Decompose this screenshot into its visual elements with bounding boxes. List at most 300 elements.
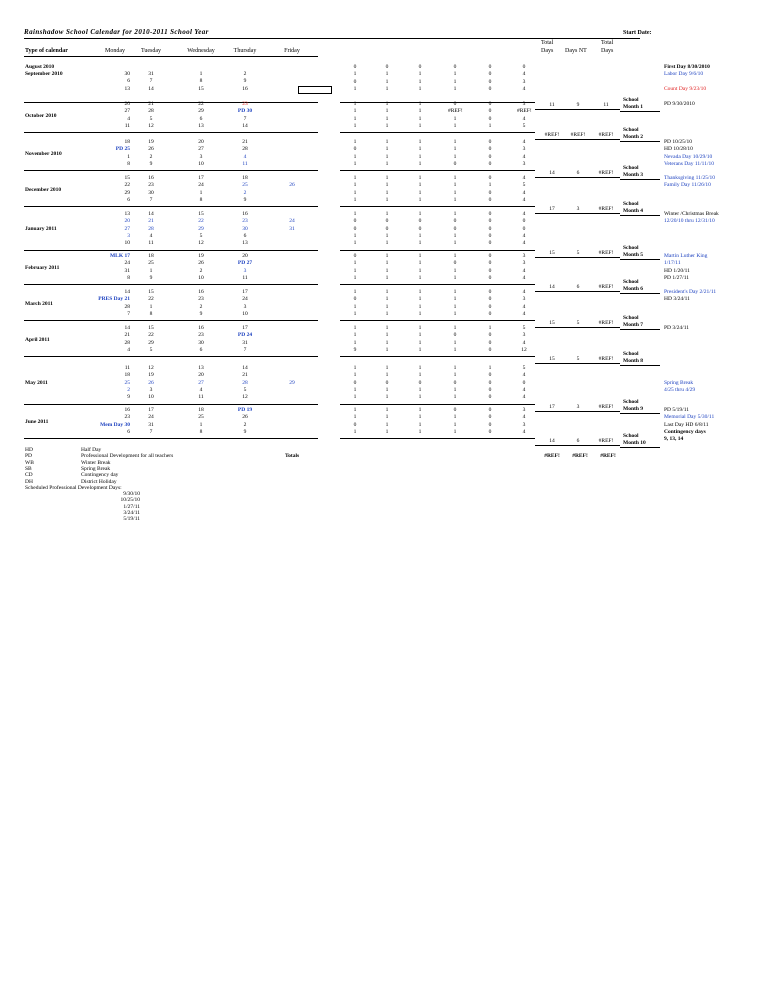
header-day-friday: Friday: [284, 48, 300, 54]
calendar-day-cell: 3: [243, 267, 247, 274]
calendar-day-cell: 2: [243, 189, 247, 196]
calendar-day-cell: 21: [242, 139, 248, 145]
day-count-cell: 0: [418, 218, 422, 225]
calendar-day-cell: 11: [148, 240, 154, 247]
summary-days-nt: 5: [576, 320, 580, 327]
calendar-day-cell: 18: [242, 175, 248, 181]
day-count-cell: 1: [453, 274, 457, 281]
calendar-day-cell: 1: [199, 71, 203, 77]
calendar-day-cell: 21: [242, 372, 248, 379]
calendar-day-cell: 2: [199, 303, 203, 310]
day-count-cell: 1: [353, 339, 357, 346]
calendar-day-cell: 24: [148, 414, 154, 421]
event-note: Spring Break: [664, 379, 694, 386]
calendar-day-cell: 29: [148, 339, 154, 346]
day-count-cell: 1: [418, 85, 422, 92]
summary-total-days: 14: [549, 438, 555, 445]
day-count-cell: 0: [453, 101, 457, 107]
calendar-day-cell: 24: [289, 218, 295, 225]
day-count-cell: 1: [418, 303, 422, 310]
calendar-day-cell: 7: [149, 428, 153, 435]
day-count-cell: 1: [353, 414, 357, 421]
calendar-day-cell: 14: [148, 85, 154, 92]
day-count-cell: 1: [453, 428, 457, 435]
day-count-cell: 1: [353, 108, 357, 115]
legend-code: CD: [25, 472, 33, 479]
summary-total-days-2: 11: [603, 102, 609, 109]
calendar-day-cell: 7: [243, 115, 247, 122]
totals-label: Totals: [285, 453, 300, 459]
day-count-cell: 0: [488, 153, 492, 160]
day-count-cell: 0: [488, 332, 492, 339]
school-month-label: School: [623, 97, 639, 104]
day-count-cell: 1: [453, 153, 457, 160]
calendar-day-cell: 23: [242, 218, 248, 225]
day-count-cell: 0: [488, 421, 492, 428]
summary-total-days: 15: [549, 320, 555, 327]
calendar-day-cell: 10: [124, 240, 130, 247]
day-count-cell: 4: [522, 211, 526, 217]
month-label-rule: [620, 179, 660, 180]
month-label-rule: [620, 293, 660, 294]
block-rule: [340, 132, 535, 133]
school-month-label: School: [623, 351, 639, 358]
calendar-day-cell: PD 24: [237, 332, 253, 339]
block-rule: [340, 206, 535, 207]
calendar-day-cell: 11: [124, 122, 130, 129]
day-count-cell: 0: [488, 289, 492, 295]
school-month-label: Month 3: [623, 172, 644, 179]
calendar-day-cell: 8: [199, 196, 203, 203]
calendar-day-cell: 8: [149, 310, 153, 317]
day-count-cell: 4: [522, 85, 526, 92]
block-rule: [340, 170, 535, 171]
calendar-day-cell: 31: [148, 71, 154, 77]
event-note: PD 3/24/11: [664, 325, 690, 331]
day-count-cell: 3: [522, 421, 526, 428]
calendar-day-cell: 11: [242, 160, 248, 167]
calendar-day-cell: 20: [198, 139, 204, 145]
calendar-day-cell: 1: [149, 303, 153, 310]
calendar-day-cell: PD 19: [237, 407, 253, 413]
day-count-cell: 1: [418, 175, 422, 181]
day-count-cell: 0: [488, 253, 492, 259]
day-count-cell: 0: [522, 218, 526, 225]
day-count-cell: 4: [522, 274, 526, 281]
calendar-day-cell: 16: [242, 85, 248, 92]
calendar-day-cell: 8: [199, 428, 203, 435]
day-count-cell: 0: [353, 253, 357, 259]
day-count-cell: 1: [418, 78, 422, 85]
day-count-cell: 0: [488, 146, 492, 153]
calendar-day-cell: 31: [242, 339, 248, 346]
day-count-cell: 1: [385, 274, 389, 281]
day-count-cell: 0: [453, 64, 457, 70]
event-note: Nevada Day 10/29/10: [664, 153, 713, 160]
type-of-calendar-label: Type of calendar: [25, 48, 68, 54]
calendar-day-cell: 9: [149, 274, 153, 281]
day-count-cell: 12: [521, 346, 527, 353]
day-count-cell: 1: [453, 386, 457, 393]
event-note: Memorial Day 5/30/11: [664, 414, 715, 421]
day-count-cell: 1: [418, 407, 422, 413]
month-label: March 2011: [25, 300, 53, 307]
calendar-day-cell: 28: [148, 108, 154, 115]
calendar-day-cell: 1: [127, 153, 130, 160]
calendar-day-cell: 14: [148, 211, 154, 217]
block-rule: [24, 404, 318, 405]
day-count-cell: 1: [453, 394, 457, 401]
calendar-day-cell: 15: [124, 175, 130, 181]
day-count-cell: 0: [488, 386, 492, 393]
day-count-cell: 3: [522, 332, 526, 339]
school-month-label: School: [623, 433, 639, 440]
calendar-day-cell: 4: [199, 386, 203, 393]
day-count-cell: 1: [418, 146, 422, 153]
calendar-day-cell: 21: [148, 218, 154, 225]
day-count-cell: 1: [418, 122, 422, 129]
day-count-cell: 1: [353, 303, 357, 310]
day-count-cell: 0: [522, 225, 526, 232]
calendar-day-cell: 28: [242, 379, 248, 386]
block-rule: [24, 102, 318, 103]
event-note: HD 1/20/11: [664, 267, 690, 274]
calendar-day-cell: 14: [124, 325, 130, 331]
calendar-day-cell: 19: [148, 139, 154, 145]
school-month-label: Month 2: [623, 134, 644, 141]
day-count-cell: 0: [488, 274, 492, 281]
day-count-cell: 1: [418, 414, 422, 421]
calendar-day-cell: 3: [127, 232, 130, 239]
day-count-cell: 0: [488, 115, 492, 122]
calendar-day-cell: 2: [127, 386, 130, 393]
day-count-cell: 1: [453, 175, 457, 181]
calendar-day-cell: 17: [242, 325, 248, 331]
day-count-cell: 1: [418, 240, 422, 247]
block-rule: [340, 320, 535, 321]
calendar-day-cell: 14: [124, 289, 130, 295]
calendar-day-cell: 26: [242, 414, 248, 421]
day-count-cell: 1: [385, 253, 389, 259]
day-count-cell: 1: [385, 346, 389, 353]
totals-value: #REF!: [544, 453, 560, 459]
day-count-cell: 0: [488, 428, 492, 435]
page-title: Rainshadow School Calendar for 2010-2011 School Year: [24, 28, 209, 36]
day-count-cell: 4: [522, 303, 526, 310]
summary-total-days: 15: [549, 249, 555, 256]
day-count-cell: 0: [353, 78, 357, 85]
calendar-day-cell: MLK 17: [109, 253, 130, 259]
calendar-day-cell: 21: [124, 332, 130, 339]
day-count-cell: 0: [488, 196, 492, 203]
day-count-cell: 0: [353, 421, 357, 428]
calendar-day-cell: 6: [127, 428, 130, 435]
calendar-day-cell: 15: [148, 325, 154, 331]
day-count-cell: 1: [385, 78, 389, 85]
block-rule: [24, 206, 318, 207]
day-count-cell: 1: [418, 260, 422, 267]
day-count-cell: 1: [385, 182, 389, 189]
day-count-cell: 1: [385, 85, 389, 92]
calendar-day-cell: 5: [243, 386, 247, 393]
calendar-day-cell: PD 25: [115, 146, 130, 153]
summary-total-days-2: #REF!: [598, 320, 614, 327]
header-day-tuesday: Tuesday: [140, 48, 162, 54]
school-month-label: Month 8: [623, 358, 644, 365]
calendar-day-cell: 19: [198, 253, 204, 259]
summary-rule: [535, 213, 620, 214]
day-count-cell: 0: [488, 346, 492, 353]
day-count-cell: 0: [353, 296, 357, 303]
calendar-day-cell: 22: [148, 332, 154, 339]
legend-desc: Winter Break: [81, 459, 111, 466]
summary-total-days: 14: [549, 284, 555, 291]
month-label-rule: [620, 413, 660, 414]
event-note: President's Day 2/21/11: [664, 289, 717, 295]
day-count-cell: 1: [353, 71, 357, 78]
day-count-cell: 1: [353, 189, 357, 196]
day-count-cell: 1: [418, 346, 422, 353]
day-count-cell: 1: [453, 232, 457, 239]
legend-code: SB: [25, 465, 32, 472]
school-month-label: Month 9: [623, 405, 644, 412]
summary-rule: [535, 291, 620, 292]
summary-rule: [535, 445, 620, 446]
day-count-cell: 1: [353, 428, 357, 435]
calendar-day-cell: 16: [124, 407, 130, 413]
day-count-cell: 1: [453, 253, 457, 259]
calendar-day-cell: 23: [242, 101, 248, 107]
day-count-cell: 1: [385, 175, 389, 181]
calendar-day-cell: 25: [198, 414, 204, 421]
calendar-day-cell: 11: [198, 394, 204, 401]
header-total-days-2: Days: [541, 48, 554, 54]
day-count-cell: 0: [488, 85, 492, 92]
day-count-cell: 0: [488, 407, 492, 413]
calendar-day-cell: 25: [242, 182, 248, 189]
block-rule: [340, 102, 535, 103]
day-count-cell: 0: [488, 225, 492, 232]
day-count-cell: 0: [353, 218, 357, 225]
day-count-cell: 0: [453, 160, 457, 167]
day-count-cell: 0: [453, 407, 457, 413]
day-count-cell: 1: [385, 146, 389, 153]
block-rule: [24, 356, 318, 357]
calendar-day-cell: 30: [242, 225, 248, 232]
day-count-cell: 0: [488, 108, 492, 115]
calendar-day-cell: 1: [199, 421, 203, 428]
school-month-label: Month 7: [623, 322, 644, 329]
legend-desc: District Holiday: [81, 478, 117, 485]
event-note: Last Day HD 6/8/11: [664, 421, 709, 428]
day-count-cell: 1: [418, 267, 422, 274]
calendar-day-cell: 9: [199, 310, 203, 317]
calendar-day-cell: 27: [198, 379, 204, 386]
summary-days-nt: 5: [576, 249, 580, 256]
header-total2: Total: [601, 40, 614, 46]
month-label: December 2010: [25, 186, 62, 193]
calendar-day-cell: 1: [149, 267, 153, 274]
school-month-label: School: [623, 279, 639, 286]
day-count-cell: 1: [353, 182, 357, 189]
school-month-label: School: [623, 165, 639, 172]
month-label: October 2010: [25, 112, 57, 119]
day-count-cell: 1: [418, 101, 422, 107]
calendar-day-cell: PD 27: [237, 260, 253, 267]
day-count-cell: 1: [353, 139, 357, 145]
day-count-cell: 1: [385, 365, 389, 371]
day-count-cell: 1: [453, 346, 457, 353]
day-count-cell: 1: [453, 146, 457, 153]
calendar-day-cell: 22: [148, 296, 154, 303]
calendar-day-cell: 10: [242, 310, 248, 317]
event-note: HD 3/24/11: [664, 296, 690, 303]
calendar-day-cell: 24: [198, 182, 204, 189]
legend-desc: Contingency day: [81, 472, 119, 479]
day-count-cell: 1: [418, 372, 422, 379]
school-month-label: Month 5: [623, 251, 644, 258]
day-count-cell: 4: [522, 372, 526, 379]
calendar-day-cell: 28: [124, 303, 130, 310]
summary-rule: [535, 363, 620, 364]
day-count-cell: 0: [453, 332, 457, 339]
day-count-cell: 4: [522, 339, 526, 346]
calendar-day-cell: 7: [127, 310, 130, 317]
calendar-day-cell: 11: [242, 274, 248, 281]
summary-total-days-2: #REF!: [598, 132, 614, 139]
day-count-cell: 1: [385, 211, 389, 217]
day-count-cell: 1: [418, 139, 422, 145]
summary-rule: [535, 411, 620, 412]
calendar-day-cell: 27: [198, 146, 204, 153]
month-label-rule: [620, 215, 660, 216]
event-note: 1/17/11: [664, 260, 681, 267]
day-count-cell: 4: [522, 196, 526, 203]
day-count-cell: 0: [488, 139, 492, 145]
day-count-cell: 0: [353, 379, 357, 386]
day-count-cell: 1: [418, 421, 422, 428]
day-count-cell: 1: [453, 325, 457, 331]
day-count-cell: 0: [488, 218, 492, 225]
day-count-cell: 1: [488, 122, 492, 129]
pd-day: 3/24/11: [123, 510, 140, 516]
event-note: Winter /Christmas Break: [664, 211, 719, 217]
summary-total-days: 11: [549, 102, 555, 109]
legend-code: HD: [25, 447, 33, 453]
event-note: Family Day 11/26/10: [664, 182, 711, 189]
day-count-cell: 3: [522, 253, 526, 259]
calendar-day-cell: PD 30: [237, 108, 253, 115]
calendar-day-cell: 23: [124, 414, 130, 421]
day-count-cell: 1: [385, 139, 389, 145]
calendar-day-cell: 7: [243, 346, 247, 353]
month-label-rule: [620, 141, 660, 142]
calendar-day-cell: 18: [148, 253, 154, 259]
day-count-cell: 1: [418, 339, 422, 346]
day-count-cell: 4: [522, 175, 526, 181]
day-count-cell: 3: [522, 101, 526, 107]
day-count-cell: 5: [522, 365, 526, 371]
day-count-cell: 1: [385, 303, 389, 310]
block-rule: [340, 356, 535, 357]
summary-total-days: 15: [549, 356, 555, 363]
day-count-cell: 4: [522, 428, 526, 435]
day-count-cell: 1: [353, 101, 357, 107]
calendar-day-cell: 17: [242, 289, 248, 295]
event-note: First Day 8/30/2010: [664, 64, 710, 70]
day-count-cell: 1: [453, 240, 457, 247]
summary-days-nt: 3: [576, 403, 580, 410]
day-count-cell: 1: [385, 115, 389, 122]
day-count-cell: 1: [385, 339, 389, 346]
legend-code: PD: [25, 453, 33, 460]
event-note: Veterans Day 11/11/10: [664, 160, 714, 167]
summary-days-nt: 6: [576, 438, 580, 445]
day-count-cell: 1: [353, 332, 357, 339]
day-count-cell: 0: [353, 64, 357, 70]
calendar-day-cell: 16: [242, 211, 248, 217]
day-count-cell: 0: [488, 101, 492, 107]
header-day-monday: Monday: [105, 48, 125, 54]
day-count-cell: 1: [418, 274, 422, 281]
day-count-cell: 4: [522, 394, 526, 401]
month-label: August 2010: [25, 64, 55, 70]
calendar-day-cell: 15: [198, 85, 204, 92]
day-count-cell: 1: [418, 115, 422, 122]
header-day-wednesday: Wednesday: [187, 48, 215, 54]
calendar-day-cell: 31: [289, 225, 295, 232]
day-count-cell: 1: [385, 108, 389, 115]
calendar-day-cell: 11: [124, 365, 130, 371]
block-rule: [340, 284, 535, 285]
title-rule: [24, 38, 640, 39]
calendar-day-cell: 8: [127, 274, 130, 281]
day-count-cell: 1: [453, 182, 457, 189]
calendar-day-cell: 9: [243, 78, 247, 85]
calendar-day-cell: 5: [149, 346, 153, 353]
calendar-day-cell: 22: [198, 101, 204, 107]
day-count-cell: 1: [453, 372, 457, 379]
day-count-cell: 3: [522, 260, 526, 267]
pd-day: 1/27/11: [123, 503, 140, 510]
day-count-cell: 1: [418, 232, 422, 239]
totals-value: #REF!: [600, 453, 616, 459]
header-days-nt: Days NT: [565, 48, 587, 54]
summary-total-days: 14: [549, 170, 555, 177]
day-count-cell: 1: [353, 407, 357, 413]
summary-rule: [535, 139, 620, 140]
school-month-label: Month 4: [623, 208, 644, 215]
day-count-cell: 1: [453, 289, 457, 295]
calendar-day-cell: 6: [127, 78, 130, 85]
calendar-day-cell: 21: [148, 101, 154, 107]
day-count-cell: 1: [418, 325, 422, 331]
calendar-day-cell: 18: [198, 407, 204, 413]
calendar-day-cell: 26: [289, 182, 295, 189]
summary-rule: [535, 177, 620, 178]
day-count-cell: 0: [488, 296, 492, 303]
day-count-cell: 0: [488, 211, 492, 217]
calendar-day-cell: 12: [148, 365, 154, 371]
calendar-day-cell: 28: [242, 146, 248, 153]
calendar-day-cell: 3: [243, 303, 247, 310]
calendar-day-cell: 29: [289, 379, 295, 386]
calendar-day-cell: 8: [199, 78, 203, 85]
calendar-day-cell: 5: [199, 232, 203, 239]
summary-rule: [535, 109, 620, 110]
calendar-day-cell: 18: [124, 372, 130, 379]
calendar-day-cell: 18: [124, 139, 130, 145]
